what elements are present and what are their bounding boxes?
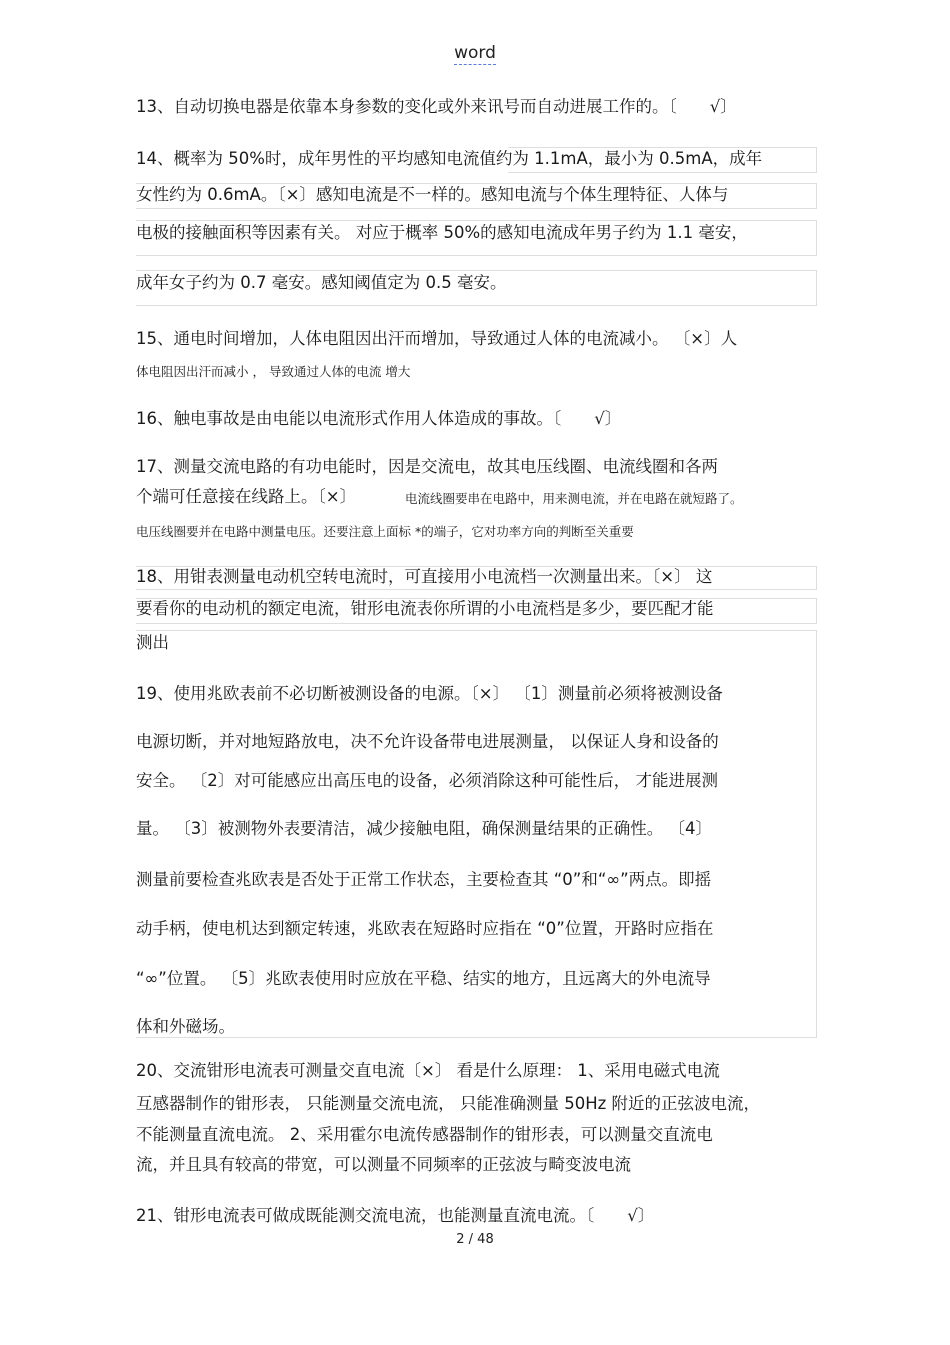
text-line: 18、用钳表测量电动机空转电流时，可直接用小电流档一次测量出来。〔×〕 这 [136,567,713,586]
text-line: 互感器制作的钳形表， 只能测量交流电流， 只能准确测量 50Hz 附近的正弦波电流， [136,1094,761,1113]
text-line: 成年女子约为 0.7 毫安。感知阈值定为 0.5 毫安。 [136,273,507,292]
text-line: 21、钳形电流表可做成既能测交流电流，也能测量直流电流。〔 √〕 [136,1206,655,1225]
text-line: 14、概率为 50%时，成年男性的平均感知电流值约为 1.1mA，最小为 0.5mA，成年 [136,149,763,168]
text-line: 电源切断，并对地短路放电，决不允许设备带电进展测量， 以保证人身和设备的 [136,732,719,751]
text-line: 13、自动切换电器是依靠本身参数的变化或外来讯号而自动进展工作的。〔 √〕 [136,97,737,116]
text-line: 体和外磁场。 [136,1017,235,1036]
text-line: 15、通电时间增加，人体电阻因出汗而增加，导致通过人体的电流减小。 〔×〕人 [136,329,738,348]
text-line: 电极的接触面积等因素有关。 对应于概率 50%的感知电流成年男子约为 1.1 毫安， [136,223,748,242]
text-line: 20、交流钳形电流表可测量交直电流〔×〕 看是什么原理： 1、采用电磁式电流 [136,1061,720,1080]
text-line: 个端可任意接在线路上。〔×〕 [136,487,357,506]
text-line: 动手柄，使电机达到额定转速，兆欧表在短路时应指在 “0”位置，开路时应指在 [136,919,714,938]
text-line: 电压线圈要并在电路中测量电压。还要注意上面标 *的端子，它对功率方向的判断至关重要 [136,524,634,539]
text-line: 19、使用兆欧表前不必切断被测设备的电源。〔×〕 〔1〕测量前必须将被测设备 [136,684,723,703]
text-line: 16、触电事故是由电能以电流形式作用人体造成的事故。〔 √〕 [136,409,622,428]
text-line: 测量前要检查兆欧表是否处于正常工作状态，主要检查其 “0”和“∞”两点。即摇 [136,870,712,889]
header-title: word [454,43,496,63]
text-line: 体电阻因出汗而减小 ， 导致通过人体的电流 增大 [136,364,411,379]
text-line: 量。 〔3〕被测物外表要清洁，减少接触电阻，确保测量结果的正确性。 〔4〕 [136,819,712,838]
text-line: 女性约为 0.6mA。〔×〕感知电流是不一样的。感知电流与个体生理特征、人体与 [136,185,729,204]
text-line: 不能测量直流电流。 2、采用霍尔电流传感器制作的钳形表，可以测量交直流电 [136,1125,713,1144]
page-number: 2 / 48 [456,1232,494,1247]
text-line: 电流线圈要串在电路中，用来测电流，并在电路在就短路了。 [405,491,743,506]
text-line: 要看你的电动机的额定电流，钳形电流表你所谓的小电流档是多少，要匹配才能 [136,599,714,618]
text-line: “∞”位置。 〔5〕兆欧表使用时应放在平稳、结实的地方，且远离大的外电流导 [136,969,711,988]
text-line: 17、测量交流电路的有功电能时，因是交流电，故其电压线圈、电流线圈和各两 [136,457,718,476]
page-header [0,43,950,63]
text-line: 测出 [136,633,169,652]
text-line: 安全。 〔2〕对可能感应出高压电的设备，必须消除这种可能性后， 才能进展测 [136,771,718,790]
text-line: 流，并且具有较高的带宽，可以测量不同频率的正弦波与畸变波电流 [136,1155,631,1174]
